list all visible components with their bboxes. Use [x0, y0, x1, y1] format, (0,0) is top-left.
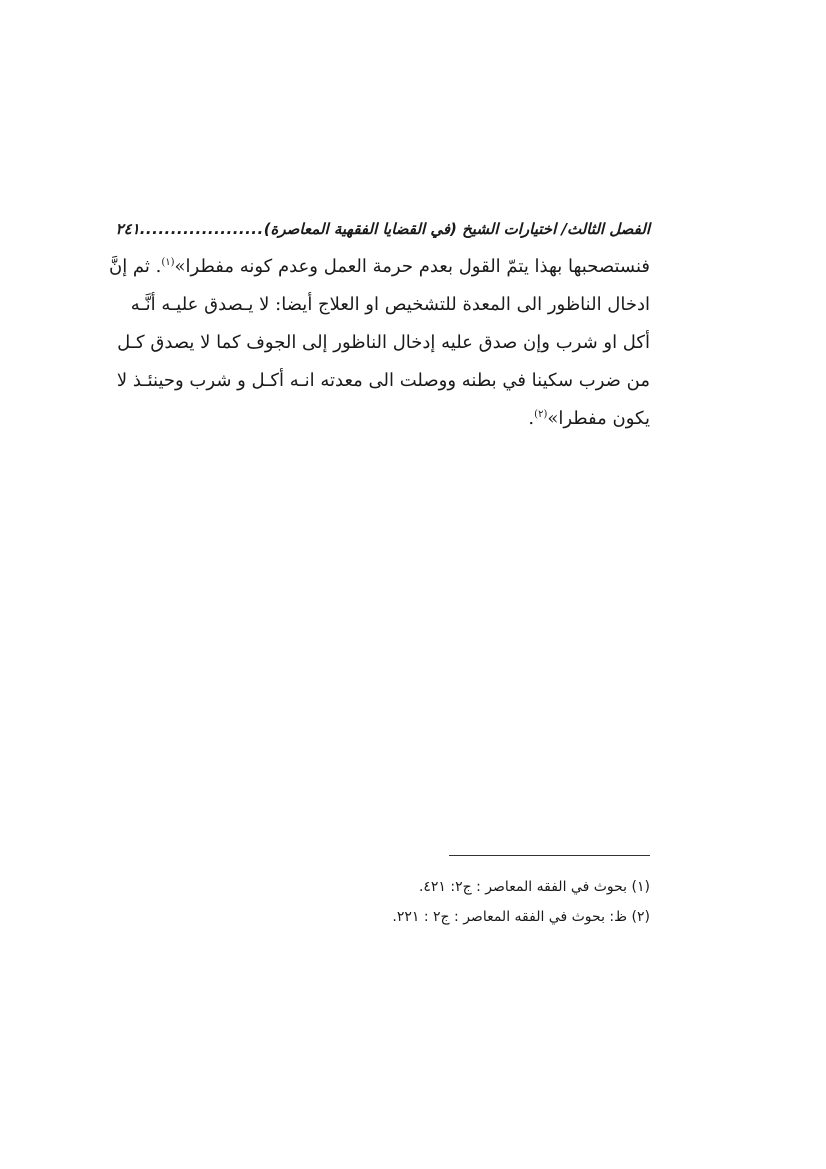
footnote-ref: (٢) — [534, 409, 548, 420]
footnote-1: (١) بحوث في الفقه المعاصر : ج٢: ٤٢١. — [418, 879, 650, 895]
footnote-separator — [449, 855, 650, 856]
body-line-text: فنستصحبها بهذا يتمّ القول بعدم حرمة العمل وعدم كونه مفطرا» — [174, 256, 650, 277]
body-line-tail: . — [528, 408, 535, 429]
body-line-text: من ضرب سكينا في بطنه ووصلت الى معدته انـه أكـل و شرب وحينئـذ لا — [116, 370, 650, 391]
body-line-text: أكل او شرب وإن صدق عليه إدخال الناظور إلى الجوف كما لا يصدق كـل — [117, 332, 650, 353]
body-line — [117, 324, 650, 362]
running-title: الفصل الثالث/ اختيارات الشيخ (في القضايا الفقهية المعاصرة) — [263, 220, 650, 238]
footnote-ref: (١) — [161, 257, 175, 268]
footnote-2: (٢) ظ: بحوث في الفقه المعاصر : ج٢ : ٢٢١. — [392, 909, 650, 925]
body-line-text: يكون مفطرا» — [547, 408, 650, 429]
page-number: ٢٤١ — [115, 220, 140, 238]
body-paragraph — [108, 248, 650, 438]
running-header — [115, 216, 650, 242]
body-line — [176, 400, 650, 438]
body-line-tail: . ثم إنَّ — [108, 256, 162, 277]
body-line — [116, 362, 650, 400]
footnotes — [176, 872, 650, 932]
body-line-text: ادخال الناظور الى المعدة للتشخيص او العلاج أيضا: لا يـصدق عليـه أنَّـه — [130, 294, 650, 315]
leader-dots: .................... — [139, 220, 264, 238]
body-line — [130, 286, 650, 324]
body-line — [108, 248, 650, 286]
